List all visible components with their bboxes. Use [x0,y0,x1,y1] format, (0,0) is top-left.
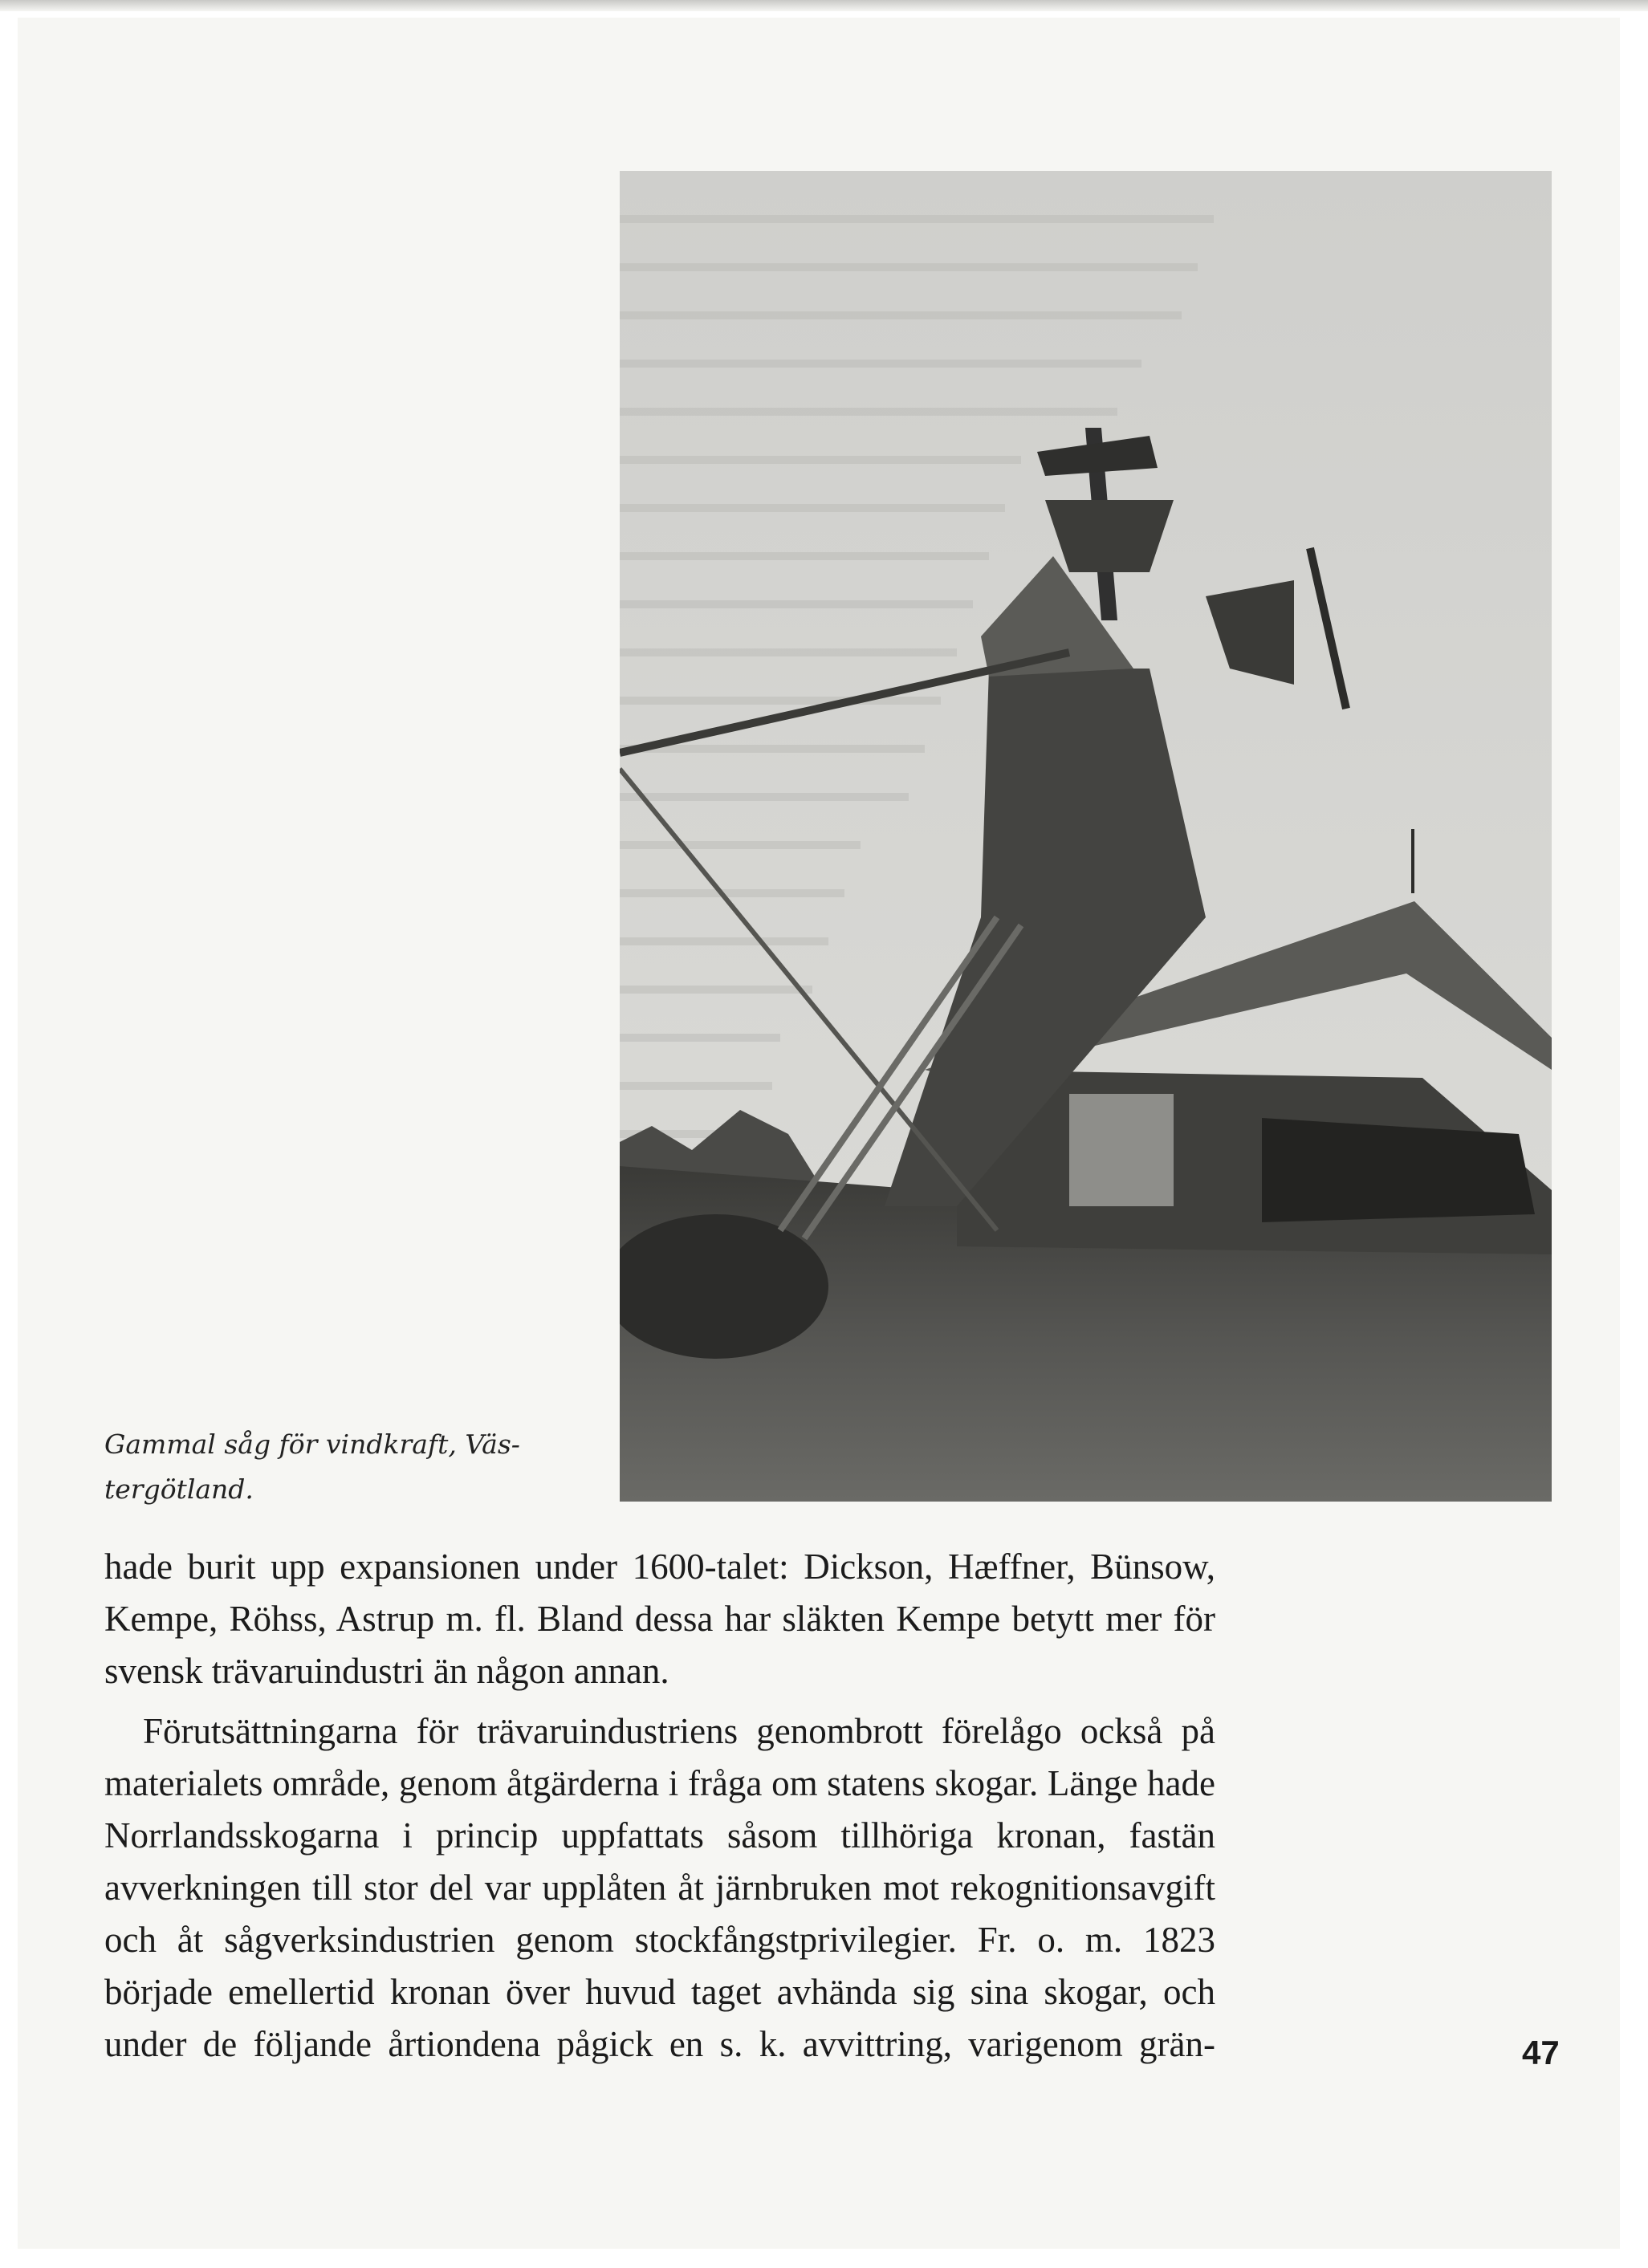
photo-caption [104,1422,586,1512]
caption-line-1: Gammal såg för vindkraft, Väs- [104,1429,520,1460]
paragraph-1: hade burit upp expansionen under 1600-talet: Dickson, Hæffner, Bünsow, Kempe, Röhss, Astrup m. fl. Bland dessa har släkten Kempe betytt mer för svensk trävaruindustri än någon annan. [104,1547,1215,1691]
page-edge-shadow [0,0,1648,11]
shed-opening [1262,1118,1535,1222]
lumber-stack [1069,1094,1174,1206]
page-number: 47 [1522,2034,1560,2071]
photo-illustration [620,171,1552,1502]
paragraph-2: Förutsättningarna för trävaruindustriens genombrott förelågo också på materialets område, genom åtgärderna i fråga om statens skogar. Länge hade Norrlandsskogarna i princip uppfattats såsom tillhöriga kronan, fastän avverkningen till stor del var upplåten åt järnbruken mot rekognitionsavgift och åt sågverksindustrien genom stockfångstprivilegier. Fr. o. m. 1823 började emellertid kronan över huvud taget avhända sig sina skogar, och under de följande årtiondena pågick en s. k. avvittring, varigenom grän- [104,1711,1215,2064]
windmill-sawmill-photo [620,171,1552,1502]
body-text [104,1541,1215,2071]
caption-line-2: tergötland. [104,1473,254,1505]
